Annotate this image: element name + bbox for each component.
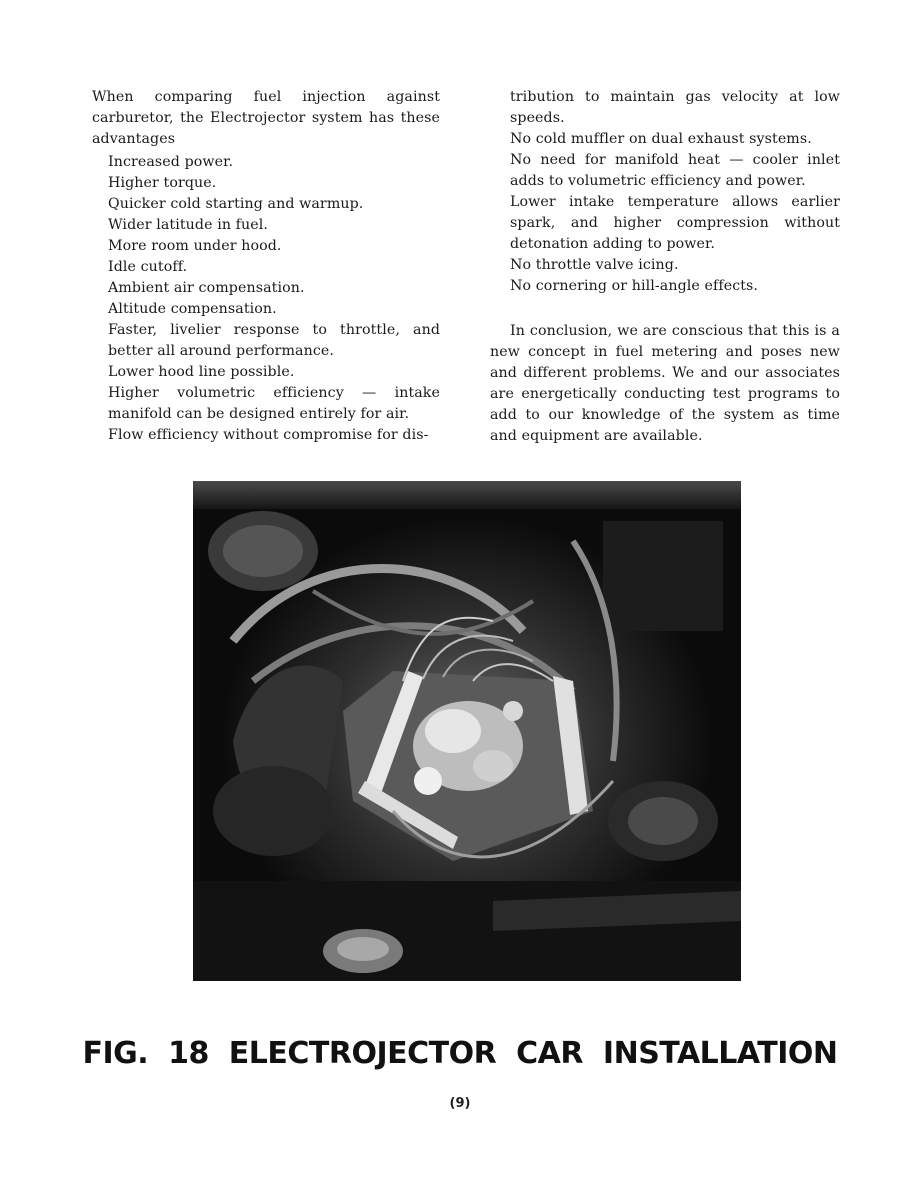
list-item: Quicker cold starting and warmup. — [108, 196, 364, 212]
intro-paragraph: When comparing fuel injection against carburetor, the Electrojector system has these advantages — [92, 89, 440, 147]
engine-photo-illustration — [193, 481, 741, 981]
list-item: More room under hood. — [108, 238, 282, 254]
advantages-list — [92, 152, 440, 446]
page-number: (9) — [449, 1096, 471, 1111]
list-item: Higher volumetric efficiency — intake manifold can be designed entirely for air. — [108, 385, 440, 422]
list-item: Lower intake temperature allows earlier spark, and higher compression without detonation adding to power. — [510, 194, 840, 252]
engine-photo — [193, 481, 741, 981]
list-item: Increased power. — [108, 154, 234, 170]
list-item: Ambient air compensation. — [108, 280, 305, 296]
right-column — [490, 87, 840, 447]
figure-caption: FIG. 18 ELECTROJECTOR CAR INSTALLATION — [82, 1036, 838, 1071]
conclusion-paragraph: In conclusion, we are conscious that this is a new concept in fuel metering and poses new and different problems. We and our associates are energetically conducting test programs to add to our knowledge of the system as time and equipment are available. — [490, 323, 840, 444]
list-item: Faster, livelier response to throttle, and better all around performance. — [108, 322, 440, 359]
list-item: Flow efficiency without compromise for dis- — [108, 427, 429, 443]
list-item: Altitude compensation. — [108, 301, 277, 317]
list-item: No need for manifold heat — cooler inlet adds to volumetric efficiency and power. — [510, 152, 840, 189]
left-column — [92, 87, 440, 446]
advantages-list-continued — [490, 87, 840, 297]
list-item: Wider latitude in fuel. — [108, 217, 269, 233]
list-item: No throttle valve icing. — [510, 257, 679, 273]
list-item: Lower hood line possible. — [108, 364, 295, 380]
list-item: tribution to maintain gas velocity at low speeds. — [510, 89, 840, 126]
list-item: Higher torque. — [108, 175, 217, 191]
list-item: Idle cutoff. — [108, 259, 188, 275]
list-item: No cold muffler on dual exhaust systems. — [510, 131, 812, 147]
list-item: No cornering or hill-angle effects. — [510, 278, 759, 294]
